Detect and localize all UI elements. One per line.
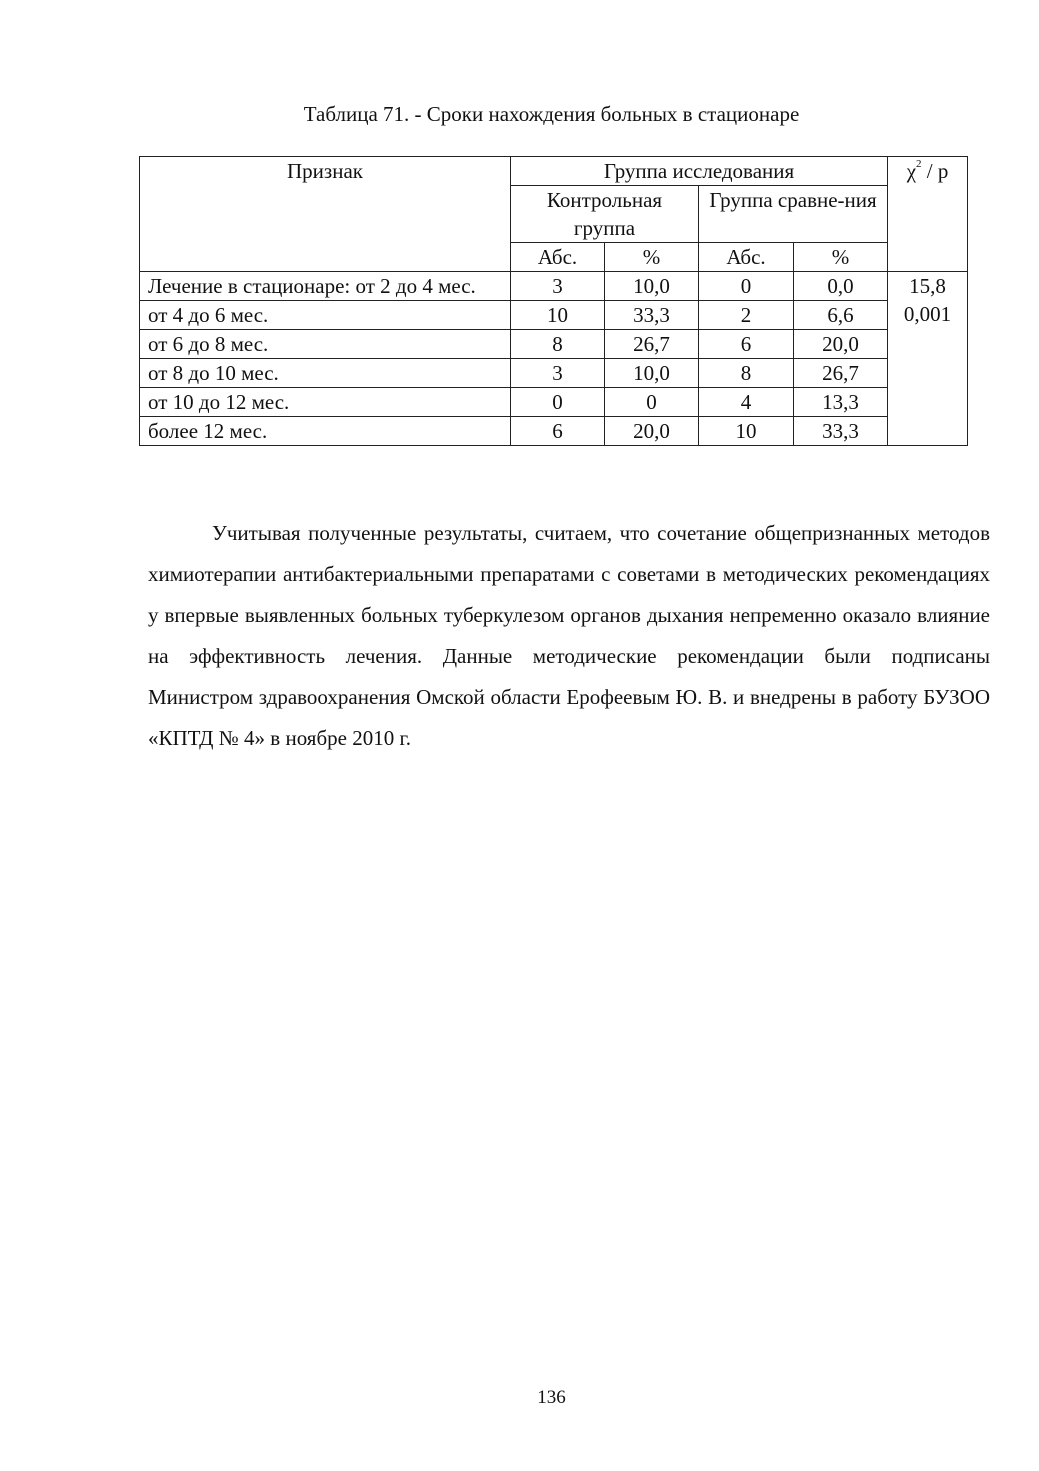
- table-row: [140, 301, 968, 330]
- chi-p-cell: [888, 272, 968, 446]
- control-group-header: Контрольная группа: [511, 186, 699, 243]
- chi-header: [888, 157, 968, 272]
- comparison-pct-header: %: [794, 243, 888, 272]
- comparison-pct: 33,3: [794, 417, 888, 446]
- comparison-abs: 0: [699, 272, 794, 301]
- table-row: [140, 272, 968, 301]
- page-number: 136: [537, 1387, 566, 1408]
- table-row: [140, 359, 968, 388]
- chi-header-rest: / p: [921, 159, 949, 183]
- feature-header: Признак: [140, 157, 511, 272]
- row-feature: от 6 до 8 мес.: [140, 330, 511, 359]
- table-row: [140, 388, 968, 417]
- comparison-abs: 4: [699, 388, 794, 417]
- comparison-abs: 8: [699, 359, 794, 388]
- hospital-stay-table: [139, 156, 968, 446]
- row-feature: Лечение в стационаре: от 2 до 4 мес.: [140, 272, 511, 301]
- control-abs-header: Абс.: [511, 243, 605, 272]
- control-abs: 6: [511, 417, 605, 446]
- control-pct: 10,0: [605, 272, 699, 301]
- comparison-pct: 0,0: [794, 272, 888, 301]
- comparison-pct: 20,0: [794, 330, 888, 359]
- table-row: [140, 330, 968, 359]
- comparison-abs: 10: [699, 417, 794, 446]
- table-caption: Таблица 71. - Сроки нахождения больных в стационаре: [303, 102, 800, 126]
- group-header: Группа исследования: [511, 157, 888, 186]
- comparison-abs: 2: [699, 301, 794, 330]
- comparison-group-header: Группа сравне-ния: [699, 186, 888, 243]
- chi-superscript: 2: [916, 158, 922, 170]
- control-abs: 3: [511, 359, 605, 388]
- control-pct: 33,3: [605, 301, 699, 330]
- table-row: [140, 417, 968, 446]
- comparison-pct: 13,3: [794, 388, 888, 417]
- comparison-pct: 26,7: [794, 359, 888, 388]
- chi-symbol: χ: [906, 159, 917, 183]
- row-feature: более 12 мес.: [140, 417, 511, 446]
- row-feature: от 8 до 10 мес.: [140, 359, 511, 388]
- control-abs: 0: [511, 388, 605, 417]
- comparison-pct: 6,6: [794, 301, 888, 330]
- control-pct-header: %: [605, 243, 699, 272]
- row-feature: от 4 до 6 мес.: [140, 301, 511, 330]
- control-abs: 3: [511, 272, 605, 301]
- control-abs: 10: [511, 301, 605, 330]
- comparison-abs: 6: [699, 330, 794, 359]
- control-pct: 0: [605, 388, 699, 417]
- table-header-row: [140, 157, 968, 186]
- control-abs: 8: [511, 330, 605, 359]
- p-value: 0,001: [903, 302, 952, 326]
- control-pct: 10,0: [605, 359, 699, 388]
- control-pct: 26,7: [605, 330, 699, 359]
- comparison-abs-header: Абс.: [699, 243, 794, 272]
- control-pct: 20,0: [605, 417, 699, 446]
- row-feature: от 10 до 12 мес.: [140, 388, 511, 417]
- chi-value: 15,8: [909, 274, 946, 298]
- body-paragraph: Учитывая полученные результаты, считаем, что сочетание общепризнанных методов химиотерапии антибактериальными препаратами с советами в методических рекомендациях у впервые выявленных больных туберкулезом органов дыхания непременно оказало влияние на эффективность лечения. Данные методические рекомендации были подписаны Министром здравоохранения Омской области Ерофеевым Ю. В. и внедрены в работу БУЗОО «КПТД № 4» в ноябре 2010 г.: [148, 521, 990, 750]
